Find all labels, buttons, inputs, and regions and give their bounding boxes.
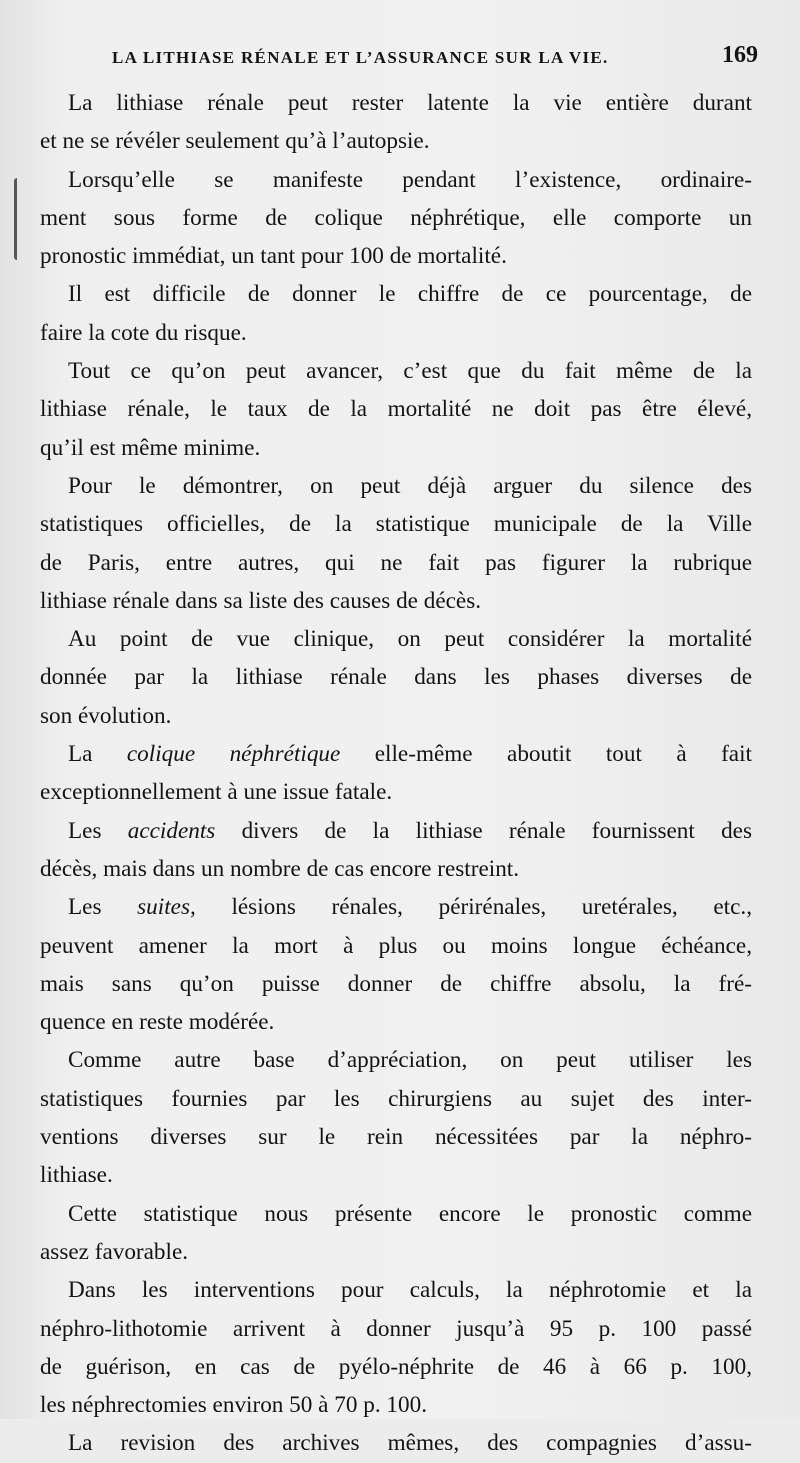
paragraph: [40, 620, 752, 735]
text-line: assez favorable.: [40, 1238, 189, 1265]
paragraph: [40, 1041, 752, 1194]
text-line: Dans les interventions pour calculs, la néphrotomie et la: [68, 1277, 752, 1304]
text-line: et ne se révéler seulement qu’à l’autopsie.: [40, 128, 430, 155]
text-line: statistiques fournies par les chirurgiens au sujet des inter-: [40, 1085, 752, 1112]
text-line: Pour le démontrer, on peut déjà arguer du silence des: [68, 472, 752, 499]
paragraph: [40, 352, 752, 467]
text-line: statistiques officielles, de la statistique municipale de la Ville: [40, 511, 752, 538]
text-line: Cette statistique nous présente encore le pronostic comme: [68, 1200, 752, 1227]
paragraph: [40, 735, 752, 812]
text-line: exceptionnellement à une issue fatale.: [40, 779, 393, 806]
line-text: Les: [68, 894, 138, 921]
text-line: Il est difficile de donner le chiffre de ce pourcentage, de: [68, 281, 752, 308]
page-header: [112, 42, 758, 74]
paragraph: [40, 888, 752, 1041]
text-line: quence en reste modérée.: [40, 1009, 275, 1036]
text-line: ment sous forme de colique néphrétique, elle comporte un: [40, 204, 752, 231]
paragraph: [40, 275, 752, 352]
paragraph: [40, 812, 752, 889]
paragraph: [40, 1424, 752, 1462]
text-line: ventions diverses sur le rein nécessitées par la néphro-: [40, 1124, 752, 1151]
text-line: mais sans qu’on puisse donner de chiffre absolu, la fré-: [40, 970, 752, 997]
text-line: La lithiase rénale peut rester latente la vie entière durant: [68, 90, 752, 116]
paragraph: [40, 467, 752, 620]
text-line: les néphrectomies environ 50 à 70 p. 100.: [40, 1392, 428, 1419]
line-text: elle-même aboutit tout à fait: [340, 741, 752, 768]
line-text: La: [68, 741, 127, 768]
text-line: Comme autre base d’appréciation, on peut utiliser les: [68, 1047, 752, 1074]
text-line: de Paris, entre autres, qui ne fait pas figurer la rubrique: [40, 549, 752, 576]
line-text: divers de la lithiase rénale fournissent des: [215, 817, 752, 844]
line-text: Les: [68, 817, 128, 844]
text-line: décès, mais dans un nombre de cas encore restreint.: [40, 855, 520, 882]
page-number: 169: [722, 42, 758, 68]
text-line: La revision des archives mêmes, des compagnies d’assu-: [68, 1430, 752, 1457]
text-line: [40, 812, 752, 850]
italic-term: colique néphrétique: [126, 741, 341, 768]
text-line: peuvent amener la mort à plus ou moins longue échéance,: [40, 932, 752, 959]
text-line: [40, 888, 752, 926]
text-line: lithiase.: [40, 1162, 113, 1189]
text-line: Tout ce qu’on peut avancer, c’est que du fait même de la: [68, 358, 752, 385]
text-line: qu’il est même minime.: [40, 434, 261, 461]
italic-term: suites,: [137, 894, 196, 921]
text-line: donnée par la lithiase rénale dans les phases diverses de: [40, 664, 752, 691]
paragraph: [40, 1271, 752, 1424]
text-line: Au point de vue clinique, on peut considérer la mortalité: [68, 626, 752, 653]
italic-term: accidents: [127, 817, 216, 844]
text-line: néphro-lithotomie arrivent à donner jusqu’à 95 p. 100 passé: [40, 1315, 752, 1342]
running-title: LA LITHIASE RÉNALE ET L’ASSURANCE SUR LA VIE.: [112, 48, 609, 67]
paragraph: [40, 161, 752, 276]
page-body: [40, 84, 752, 1463]
text-line: de guérison, en cas de pyélo-néphrite de 46 à 66 p. 100,: [40, 1353, 752, 1380]
paragraph: [40, 1195, 752, 1272]
line-text: lésions rénales, périrénales, uretérales, etc.,: [195, 894, 752, 921]
text-line: [40, 735, 752, 773]
text-line: Lorsqu’elle se manifeste pendant l’existence, ordinaire-: [68, 166, 752, 193]
text-line: pronostic immédiat, un tant pour 100 de mortalité.: [40, 243, 507, 270]
text-line: faire la cote du risque.: [40, 319, 247, 346]
text-line: lithiase rénale, le taux de la mortalité ne doit pas être élevé,: [40, 396, 752, 423]
paragraph: [40, 84, 752, 161]
margin-pencil-mark: [14, 178, 23, 260]
text-line: lithiase rénale dans sa liste des causes de décès.: [40, 587, 482, 614]
text-line: son évolution.: [40, 702, 172, 729]
